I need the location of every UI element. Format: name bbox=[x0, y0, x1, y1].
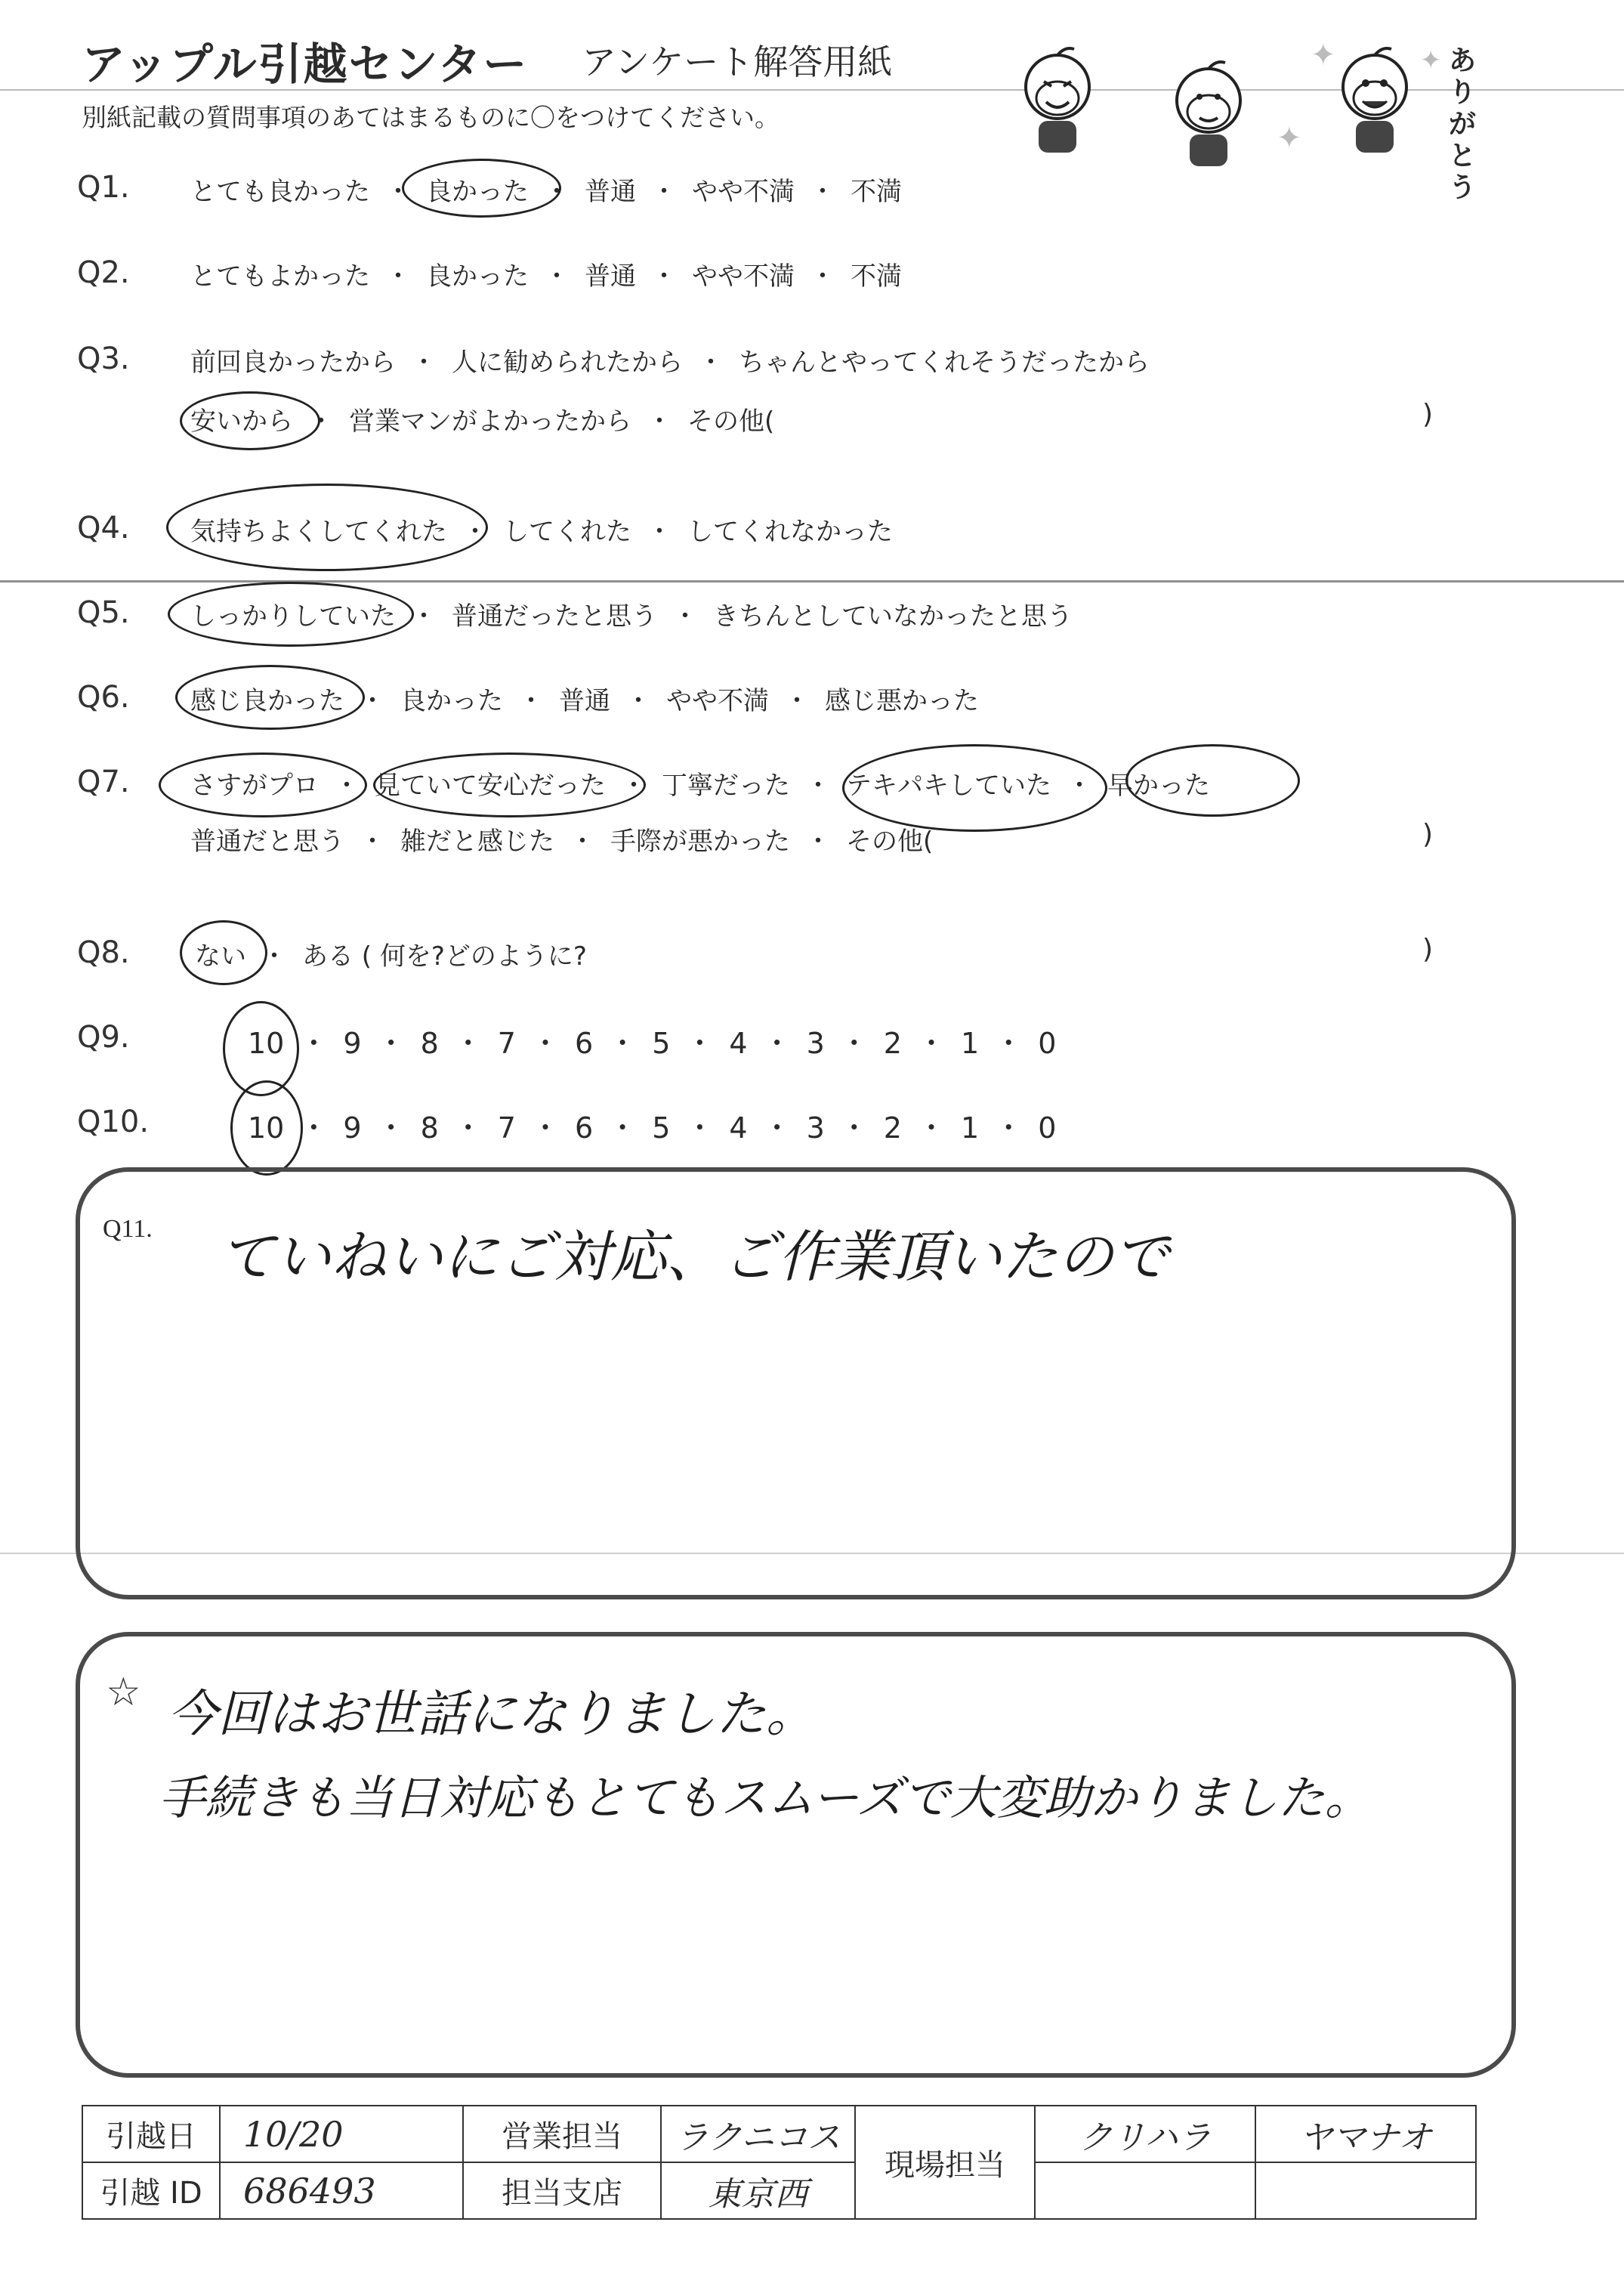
selection-circle bbox=[159, 752, 367, 817]
option[interactable]: やや不満 bbox=[692, 177, 795, 207]
monkey-mascot-icon bbox=[1329, 45, 1420, 159]
option[interactable]: 不満 bbox=[851, 261, 902, 292]
selection-circle bbox=[1125, 744, 1300, 817]
option[interactable]: 気持ちよくしてくれた bbox=[190, 517, 447, 547]
option[interactable]: 手際が悪かった bbox=[610, 827, 790, 857]
score-option[interactable]: 8 bbox=[420, 1111, 439, 1145]
question-options: 気持ちよくしてくれた ・ してくれた ・ してくれなかった bbox=[190, 511, 893, 548]
score-option[interactable]: 7 bbox=[497, 1111, 516, 1145]
brand-title: アップル引越センター bbox=[82, 39, 529, 90]
option[interactable]: 前回良かったから bbox=[190, 348, 396, 378]
option[interactable]: 良かった bbox=[426, 261, 529, 292]
selection-circle bbox=[230, 1080, 303, 1176]
comment-line-2: 手続きも当日対応もとてもスムーズで大変助かりました。 bbox=[159, 1770, 1372, 1825]
question-options: 普通だと思う ・ 雑だと感じた ・ 手際が悪かった ・ その他( bbox=[190, 820, 933, 858]
option[interactable]: 営業マンがよかったから bbox=[349, 406, 631, 437]
site-staff-empty bbox=[1255, 2162, 1476, 2219]
site-staff-label: 現場担当 bbox=[855, 2106, 1035, 2219]
score-option[interactable]: 1 bbox=[961, 1111, 980, 1145]
question-options: 安いから ・ 営業マンがよかったから ・ その他( bbox=[190, 400, 774, 437]
option[interactable]: しっかりしていた bbox=[190, 601, 396, 632]
option[interactable]: きちんとしていなかったと思う bbox=[713, 601, 1073, 632]
score-option[interactable]: 5 bbox=[652, 1027, 671, 1060]
option[interactable]: その他( bbox=[687, 406, 775, 437]
option[interactable]: ある ( 何を?どのように? bbox=[302, 941, 587, 972]
question-options: さすがプロ ・ 見ていて安心だった ・ 丁寧だった ・ テキパキしていた ・ 早かった bbox=[190, 765, 1210, 802]
question-label: Q8. bbox=[77, 935, 130, 970]
question-label: Q10. bbox=[77, 1105, 150, 1139]
monkey-mascot-icon bbox=[1012, 45, 1103, 159]
question-label: Q6. bbox=[77, 680, 130, 715]
score-option[interactable]: 7 bbox=[497, 1027, 516, 1060]
option[interactable]: 不満 bbox=[851, 177, 902, 207]
score-option[interactable]: 9 bbox=[343, 1027, 362, 1060]
option[interactable]: 普通 bbox=[585, 261, 636, 292]
option[interactable]: 普通だと思う bbox=[190, 827, 344, 857]
move-id-label: 引越 ID bbox=[82, 2162, 220, 2219]
star-icon: ☆ bbox=[106, 1670, 141, 1715]
score-option[interactable]: 2 bbox=[883, 1111, 902, 1145]
paren-close: ) bbox=[1422, 399, 1434, 430]
option[interactable]: ちゃんとやってくれそうだったから bbox=[739, 348, 1150, 378]
sales-value: ラクニコス bbox=[661, 2106, 855, 2162]
option[interactable]: 感じ悪かった bbox=[825, 686, 979, 716]
option[interactable]: 良かった bbox=[426, 177, 529, 207]
form-subtitle: アンケート解答用紙 bbox=[582, 42, 893, 82]
paren-close: ) bbox=[1422, 819, 1434, 850]
option[interactable]: 雑だと感じた bbox=[400, 827, 554, 857]
score-option[interactable]: 6 bbox=[574, 1111, 594, 1145]
thanks-text: ありがとう bbox=[1449, 45, 1477, 203]
question-label: Q3. bbox=[77, 341, 130, 376]
branch-label: 担当支店 bbox=[463, 2162, 661, 2219]
move-id-value: 686493 bbox=[220, 2162, 463, 2219]
score-option[interactable]: 0 bbox=[1038, 1027, 1057, 1060]
selection-circle bbox=[180, 391, 320, 450]
move-info-table bbox=[82, 2105, 1477, 2220]
option[interactable]: やや不満 bbox=[666, 686, 769, 716]
score-option[interactable]: 0 bbox=[1038, 1111, 1057, 1145]
site-staff-empty bbox=[1035, 2162, 1255, 2219]
option[interactable]: 安いから bbox=[190, 406, 293, 437]
score-option[interactable]: 3 bbox=[806, 1027, 825, 1060]
selection-circle bbox=[402, 159, 561, 218]
divider-line bbox=[0, 580, 1624, 583]
question-options: ない ・ ある ( 何を?どのように? bbox=[195, 935, 587, 972]
question-options: 前回良かったから ・ 人に勧められたから ・ ちゃんとやってくれそうだったから bbox=[190, 341, 1150, 379]
option[interactable]: 良かった bbox=[400, 686, 503, 716]
instruction-text: 別紙記載の質問事項のあてはまるものに〇をつけてください。 bbox=[82, 103, 780, 132]
option[interactable]: とてもよかった bbox=[190, 261, 370, 292]
question-options: とても良かった ・ 良かった ・ 普通 ・ やや不満 ・ 不満 bbox=[190, 171, 902, 208]
comment-line-1: 今回はお世話になりました。 bbox=[168, 1685, 816, 1743]
sparkle-icon: ✦ bbox=[1311, 38, 1336, 73]
score-option[interactable]: 10 bbox=[248, 1111, 285, 1145]
question-options: とてもよかった ・ 良かった ・ 普通 ・ やや不満 ・ 不満 bbox=[190, 255, 902, 292]
option[interactable]: ない bbox=[195, 941, 246, 972]
score-option[interactable]: 10 bbox=[248, 1027, 285, 1060]
option[interactable]: さすがプロ bbox=[190, 771, 319, 801]
option[interactable]: 見ていて安心だった bbox=[375, 771, 606, 801]
paren-close: ) bbox=[1422, 934, 1434, 965]
score-option[interactable]: 4 bbox=[729, 1027, 748, 1060]
option[interactable]: してくれなかった bbox=[687, 517, 893, 547]
question-label: Q5. bbox=[77, 595, 130, 630]
option[interactable]: 普通だったと思う bbox=[452, 601, 657, 632]
option[interactable]: 丁寧だった bbox=[662, 771, 790, 801]
sparkle-icon: ✦ bbox=[1420, 45, 1442, 76]
q11-answer: ていねいにご対応、ご作業頂いたので bbox=[219, 1225, 1169, 1290]
selection-circle bbox=[168, 582, 414, 647]
question-label: Q1. bbox=[77, 170, 130, 205]
score-scale: 10 ・ 9 ・ 8 ・ 7 ・ 6 ・ 5 ・ 4 ・ 3 ・ 2 ・ 1 ・ 0 bbox=[248, 1111, 1057, 1145]
selection-circle bbox=[373, 752, 646, 817]
option[interactable]: してくれた bbox=[503, 517, 631, 547]
site-staff-2: ヤマナオ bbox=[1255, 2106, 1476, 2162]
score-option[interactable]: 8 bbox=[420, 1027, 439, 1060]
q11-label: Q11. bbox=[103, 1215, 153, 1243]
question-label: Q7. bbox=[77, 765, 130, 799]
selection-circle bbox=[180, 920, 267, 985]
score-option[interactable]: 1 bbox=[961, 1027, 980, 1060]
option[interactable]: やや不満 bbox=[692, 261, 795, 292]
option[interactable]: 早かった bbox=[1107, 771, 1210, 801]
score-option[interactable]: 6 bbox=[574, 1027, 594, 1060]
question-options: しっかりしていた ・ 普通だったと思う ・ きちんとしていなかったと思う bbox=[190, 595, 1073, 632]
selection-circle bbox=[842, 744, 1107, 832]
question-label: Q2. bbox=[77, 255, 130, 290]
branch-value: 東京西 bbox=[661, 2162, 855, 2219]
option[interactable]: その他( bbox=[846, 827, 934, 857]
selection-circle bbox=[175, 665, 365, 730]
option[interactable]: とても良かった bbox=[190, 177, 370, 207]
question-label: Q4. bbox=[77, 511, 130, 545]
site-staff-1: クリハラ bbox=[1035, 2106, 1255, 2162]
option[interactable]: テキパキしていた bbox=[846, 771, 1051, 801]
option[interactable]: 人に勧められたから bbox=[452, 348, 683, 378]
score-option[interactable]: 4 bbox=[729, 1111, 748, 1145]
move-date-value: 10/20 bbox=[220, 2106, 463, 2162]
question-label: Q9. bbox=[77, 1020, 130, 1055]
score-option[interactable]: 3 bbox=[806, 1111, 825, 1145]
option[interactable]: 感じ良かった bbox=[190, 686, 344, 716]
monkey-mascot-icon bbox=[1163, 59, 1254, 172]
sales-label: 営業担当 bbox=[463, 2106, 661, 2162]
score-option[interactable]: 5 bbox=[652, 1111, 671, 1145]
question-options: 感じ良かった ・ 良かった ・ 普通 ・ やや不満 ・ 感じ悪かった bbox=[190, 680, 979, 717]
move-date-label: 引越日 bbox=[82, 2106, 220, 2162]
score-option[interactable]: 9 bbox=[343, 1111, 362, 1145]
score-option[interactable]: 2 bbox=[883, 1027, 902, 1060]
option[interactable]: 普通 bbox=[585, 177, 636, 207]
sparkle-icon: ✦ bbox=[1277, 121, 1302, 156]
option[interactable]: 普通 bbox=[559, 686, 610, 716]
selection-circle bbox=[166, 484, 488, 571]
score-scale: 10 ・ 9 ・ 8 ・ 7 ・ 6 ・ 5 ・ 4 ・ 3 ・ 2 ・ 1 ・ 0 bbox=[248, 1027, 1057, 1060]
